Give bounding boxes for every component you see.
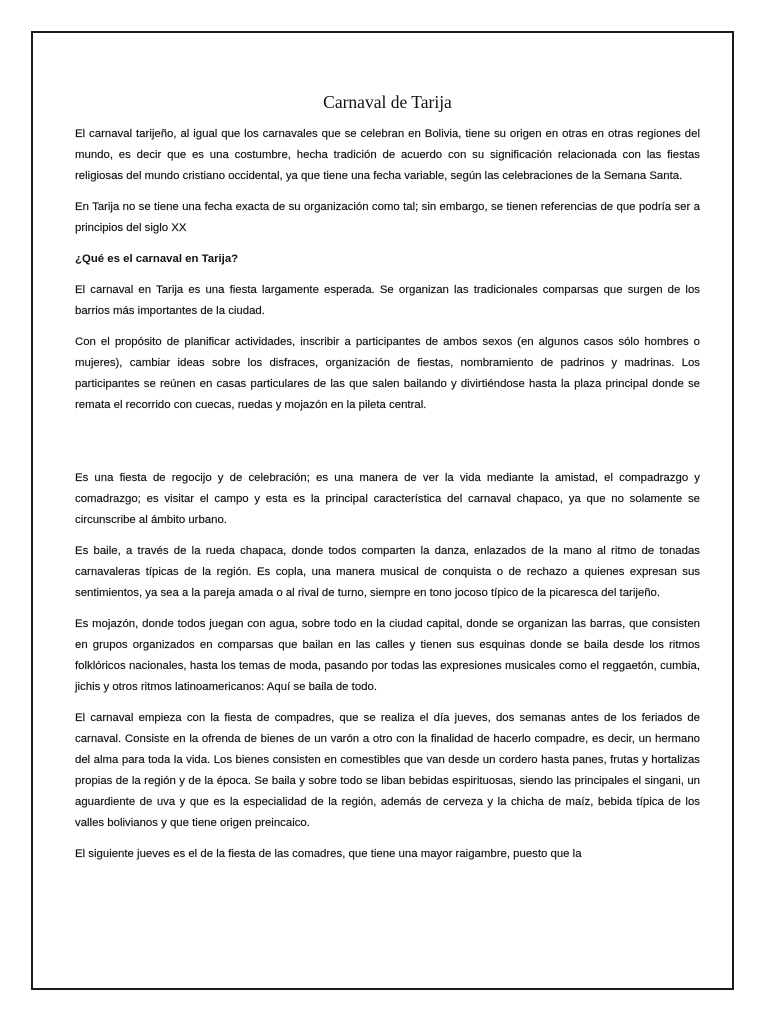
paragraph-baile: Es baile, a través de la rueda chapaca, donde todos comparten la danza, enlazados de la mano al ritmo de tonadas carnavaleras típicas de la región. Es copla, una manera musical de conquista o de rechazo a quienes expresan sus sentimientos, ya sea a la pareja amada o al rival de turno, siempre en tono jocoso típico de la picaresca del tarijeño. bbox=[75, 545, 700, 599]
paragraph-mojazon: Es mojazón, donde todos juegan con agua, sobre todo en la ciudad capital, donde se organizan las barras, que consisten en grupos organizados en comparsas que bailan en las calles y tienen sus esquinas donde se baila desde los ritmos folklóricos nacionales, hasta los temas de moda, pasando por todas las expresiones musicales como el reggaetón, cumbia, jichis y otros ritmos latinoamericanos: Aquí se baila de todo. bbox=[75, 618, 700, 693]
document-page bbox=[31, 31, 734, 990]
paragraph-comparsas: El carnaval en Tarija es una fiesta largamente esperada. Se organizan las tradicionales comparsas que surgen de los barrios más importantes de la ciudad. bbox=[75, 284, 700, 317]
document-body bbox=[75, 91, 700, 875]
document-title: Carnaval de Tarija bbox=[323, 92, 452, 112]
paragraph-proposito: Con el propósito de planificar actividades, inscribir a participantes de ambos sexos (en algunos casos sólo hombres o mujeres), cambiar ideas sobre los disfraces, organización de fiestas, nombramiento de padrinos y madrinas. Los participantes se reúnen en casas particulares de las que salen bailando y divirtiéndose hasta la plaza principal donde se remata el recorrido con cuecas, ruedas y mojazón en la pileta central. bbox=[75, 336, 700, 411]
blank-gap bbox=[75, 426, 700, 468]
section-heading: ¿Qué es el carnaval en Tarija? bbox=[75, 253, 239, 265]
paragraph-compadres: El carnaval empieza con la fiesta de compadres, que se realiza el día jueves, dos semanas antes de los feriados de carnaval. Consiste en la ofrenda de bienes de un varón a otro con la finalidad de hacerlo compadre, es decir, un hermano del alma para toda la vida. Los bienes consisten en comestibles que van desde un cordero hasta panes, frutas y hortalizas propias de la región y de la época. Se baila y sobre todo se liban bebidas espirituosas, siendo las principales el singani, un aguardiente de uva y que es la especialidad de la región, además de cerveza y la chicha de maíz, bebida típica de los valles bolivianos y que tiene origen preincaico. bbox=[75, 712, 700, 829]
paragraph-origin: El carnaval tarijeño, al igual que los carnavales que se celebran en Bolivia, tiene su origen en otras en otras regiones del mundo, es decir que es una costumbre, hecha tradición de acuerdo con su significación relacionada con las fiestas religiosas del mundo cristiano occidental, ya que tiene una fecha variable, según las celebraciones de la Semana Santa. bbox=[75, 128, 700, 182]
paragraph-comadres: El siguiente jueves es el de la fiesta de las comadres, que tiene una mayor raigambre, puesto que la bbox=[75, 848, 582, 860]
paragraph-regocijo: Es una fiesta de regocijo y de celebración; es una manera de ver la vida mediante la amistad, el compadrazgo y comadrazgo; es visitar el campo y esta es la principal característica del carnaval chapaco, ya que no solamente se circunscribe al ámbito urbano. bbox=[75, 472, 700, 526]
paragraph-date: En Tarija no se tiene una fecha exacta de su organización como tal; sin embargo, se tienen referencias de que podría ser a principios del siglo XX bbox=[75, 201, 700, 234]
